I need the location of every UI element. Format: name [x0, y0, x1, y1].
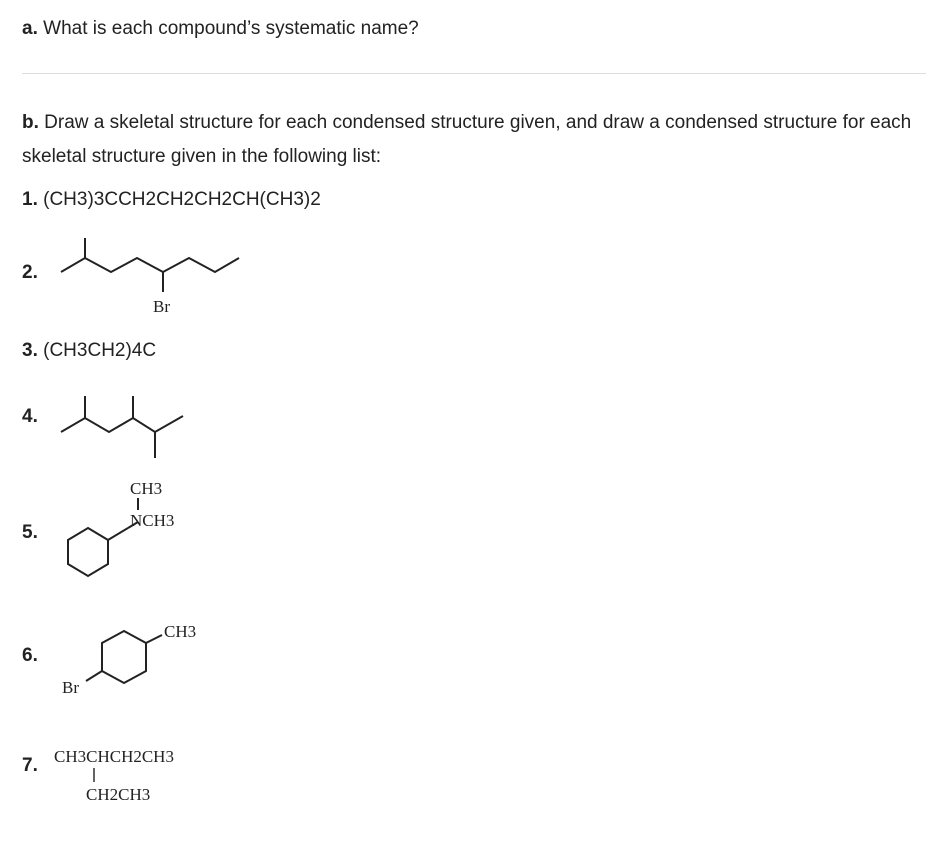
item-5-top-methyl-label: CH3 [130, 479, 163, 498]
item-6-cyclohexane-ring [102, 631, 146, 683]
item-7-main-chain-label: CH3CHCH2CH3 [54, 747, 174, 766]
item-5-cyclohexane-ring [68, 528, 108, 576]
item-2-chain [61, 258, 239, 272]
item-7-branch-label: CH2CH3 [86, 785, 151, 804]
question-a-label: a. [22, 18, 38, 39]
question-b-label: b. [22, 112, 39, 133]
item-7-number: 7. [22, 755, 38, 776]
item-3-formula: (CH3CH2)4C [37, 340, 157, 361]
item-5-skeletal-structure [60, 476, 200, 586]
item-6-bromine-label: Br [62, 678, 79, 697]
question-a-text: What is each compound’s systematic name? [37, 18, 419, 39]
item-3-number: 3. [22, 340, 38, 361]
item-4-number: 4. [22, 406, 38, 427]
item-5-amine-label: NCH3 [130, 511, 175, 530]
item-4-skeletal-structure [55, 388, 195, 468]
item-1 [22, 183, 321, 217]
item-3 [22, 334, 156, 368]
item-2-number: 2. [22, 262, 38, 283]
item-6-number: 6. [22, 645, 38, 666]
item-6-methyl-label: CH3 [164, 622, 197, 641]
item-6-bromo-bond [86, 671, 102, 681]
item-6-skeletal-structure [58, 615, 218, 705]
item-5-number: 5. [22, 522, 38, 543]
item-6-methyl-bond [146, 635, 162, 643]
item-2-skeletal-structure [55, 230, 245, 320]
item-1-number: 1. [22, 189, 38, 210]
item-1-formula: (CH3)3CCH2CH2CH2CH(CH3)2 [37, 189, 321, 210]
section-divider [22, 73, 926, 74]
question-a [22, 12, 419, 46]
item-7-condensed-structure [52, 740, 232, 810]
question-b [22, 106, 932, 174]
item-2-bromine-label: Br [153, 297, 170, 316]
item-4-chain [61, 416, 183, 432]
item-5-ring-to-ch2-bond [108, 528, 128, 540]
question-b-text: Draw a skeletal structure for each condensed structure given, and draw a condensed structure for each skeletal structure given in the following list: [22, 112, 912, 167]
